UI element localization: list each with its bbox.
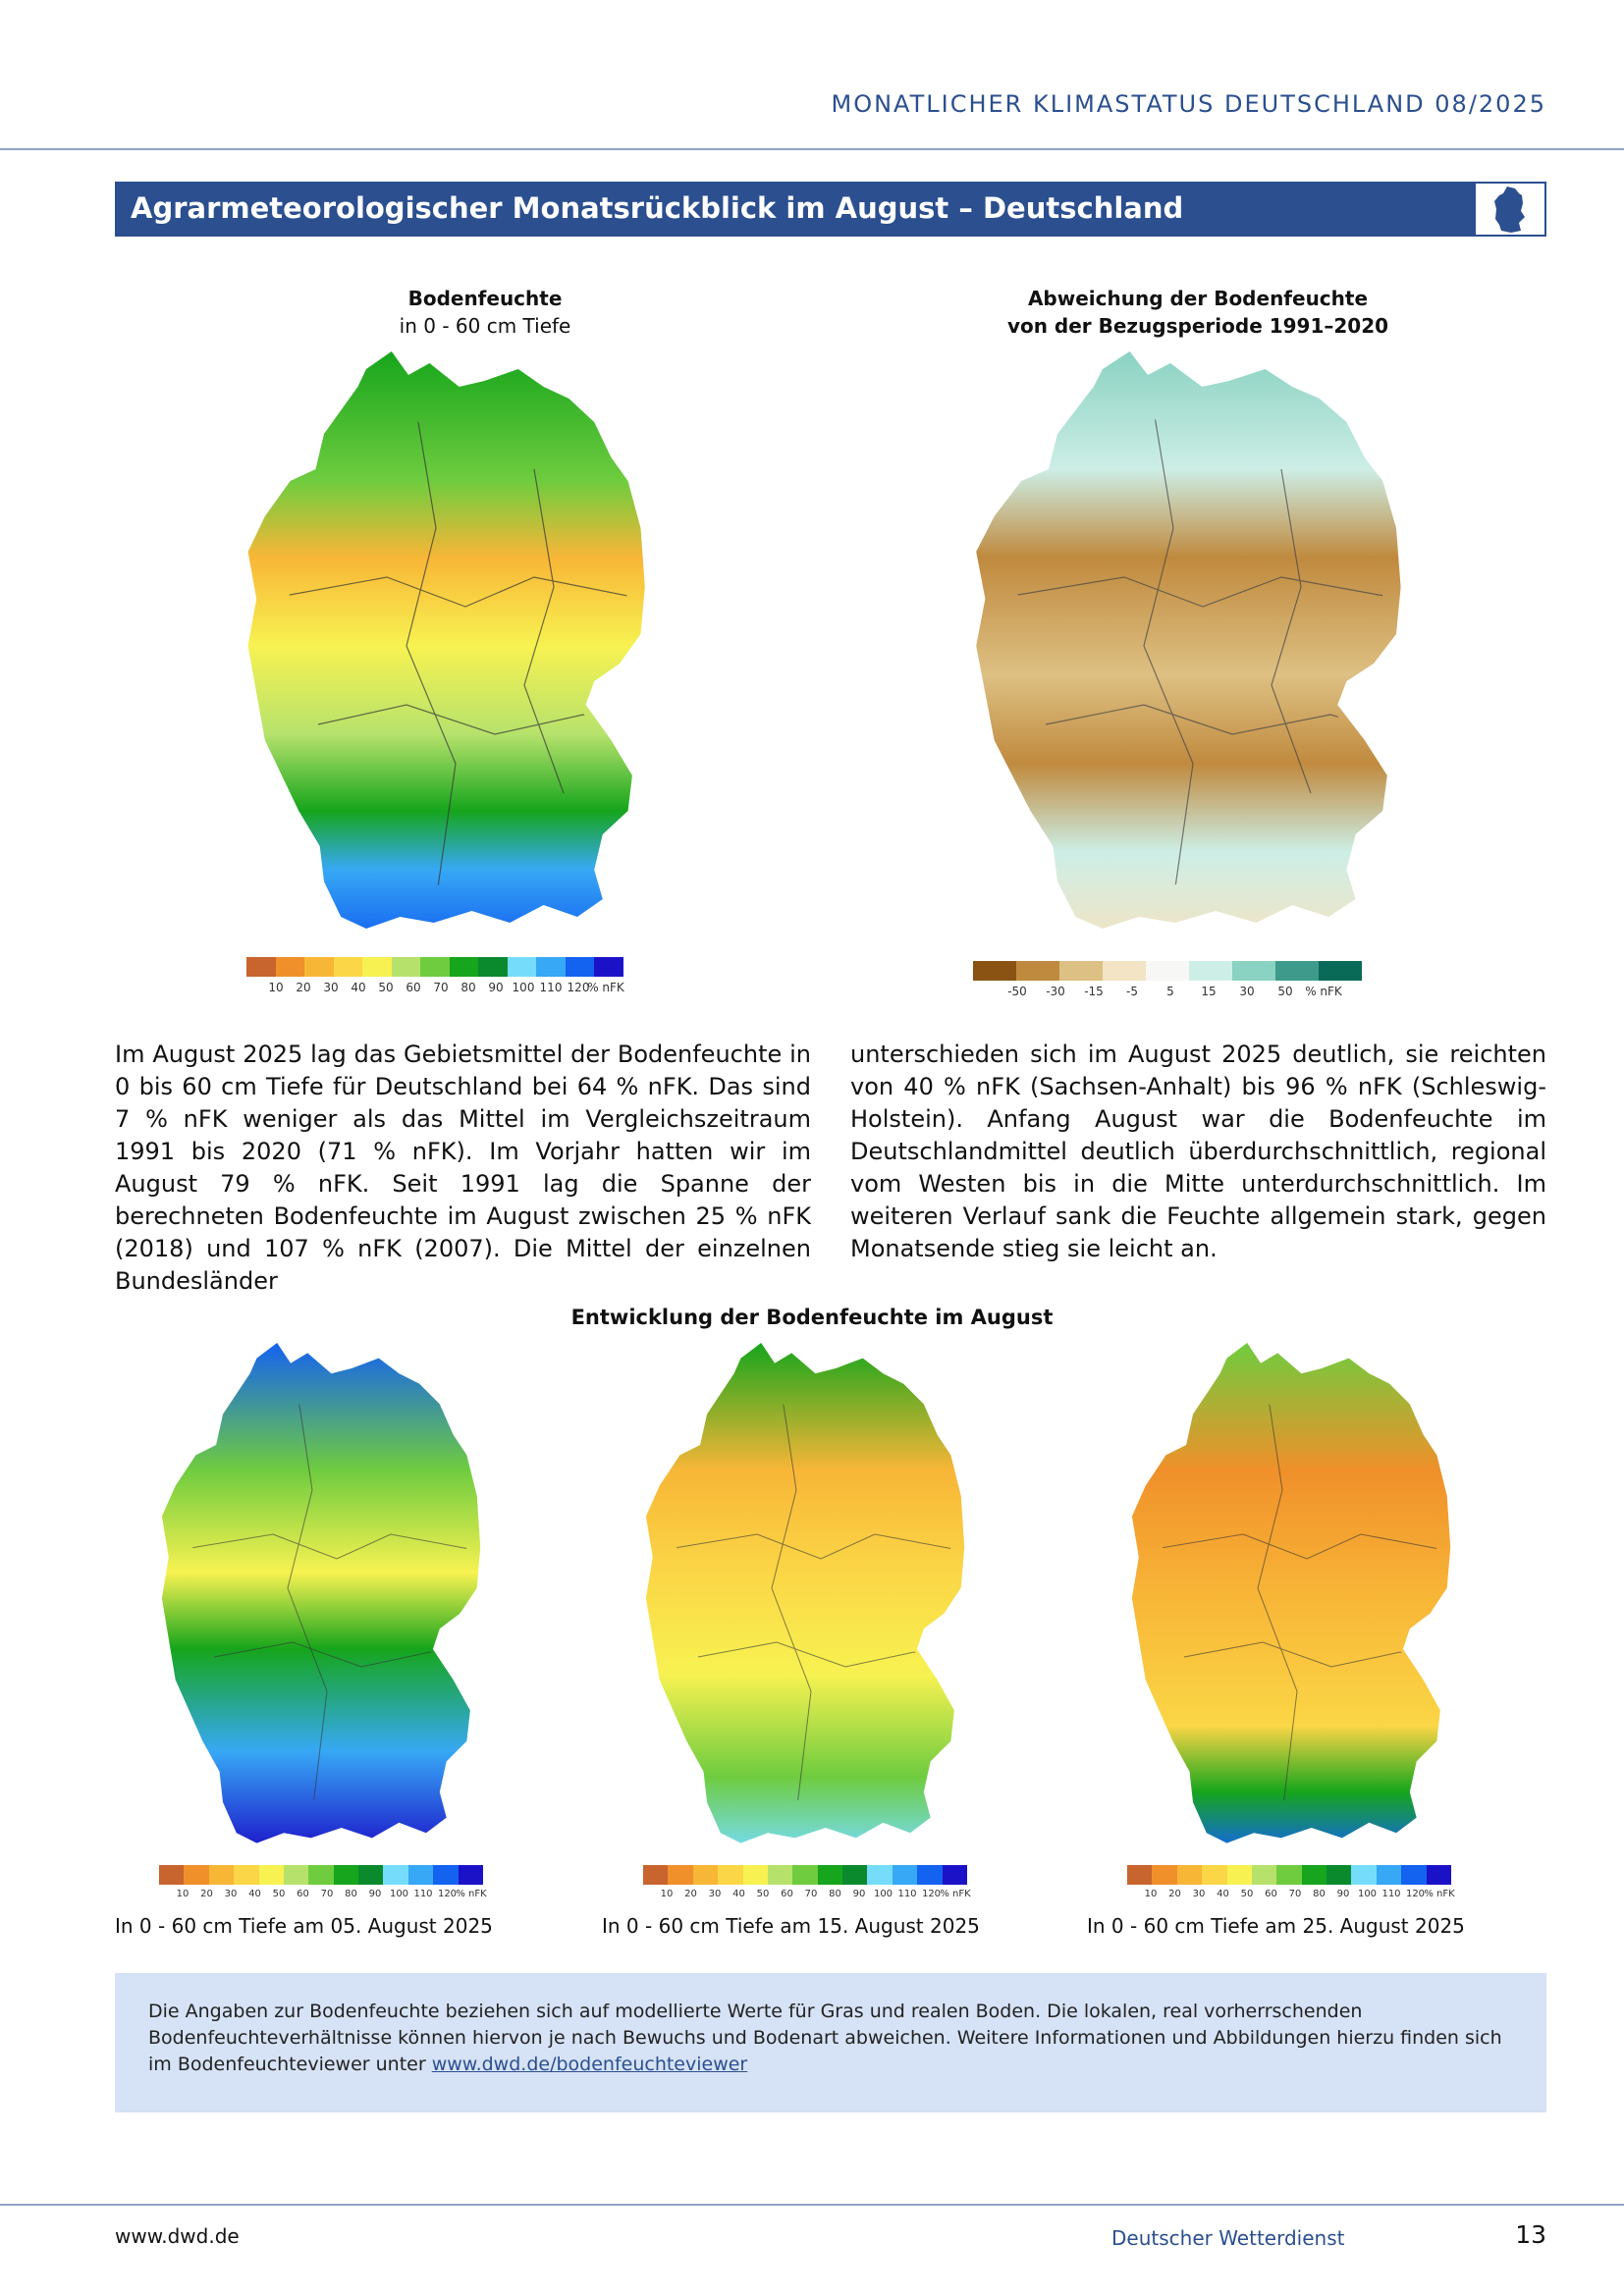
body-text-left: Im August 2025 lag das Gebietsmittel der Bodenfeuchte in 0 bis 60 cm Tiefe für Deutschland bei 64 % nFK. Das sind 7 % nFK weniger als das Mittel im Vergleichszeitraum 1991 bis 2020 (71 % nFK). Im Vorjahr hatten wir im August 79 % nFK. Seit 1991 lag die Spanne der berechneten Bodenfeuchte im August zwischen 25 % nFK (2018) und 107 % nFK (2007). Die Mittel der einzelnen Bundesländer (115, 1041, 811, 1295)
legend-nfk-aug05 (159, 1865, 487, 1904)
legend-swatch (433, 1865, 458, 1885)
legend-tick-label: -5 (1126, 985, 1138, 998)
document-header-title: MONATLICHER KLIMASTATUS DEUTSCHLAND 08/2025 (831, 90, 1546, 118)
legend-tick-label: 90 (368, 1889, 382, 1899)
legend-tick-label: 50 (272, 1889, 286, 1899)
legend-tick-label: 20 (200, 1889, 213, 1899)
legend-color-bar (159, 1865, 483, 1885)
legend-ticks (973, 981, 1362, 1000)
legend-tick-label: 20 (1168, 1889, 1181, 1899)
legend-swatch (259, 1865, 284, 1885)
legend-swatch (842, 1865, 867, 1885)
legend-swatch (643, 1865, 668, 1885)
legend-swatch (184, 1865, 208, 1885)
banner-title: Agrarmeteorologischer Monatsrückblick im August – Deutschland (131, 191, 1184, 225)
caption-aug25: In 0 - 60 cm Tiefe am 25. August 2025 (1087, 1914, 1465, 1938)
legend-swatch (1016, 961, 1059, 981)
legend-swatch (867, 1865, 892, 1885)
map-right-subtitle: von der Bezugsperiode 1991–2020 (1006, 314, 1389, 338)
legend-tick-label: 20 (296, 981, 311, 994)
legend-swatch (1326, 1865, 1351, 1885)
legend-tick-label: 120 (921, 1889, 942, 1899)
legend-tick-label: 70 (433, 981, 449, 994)
germany-map-icon (1474, 182, 1546, 237)
legend-swatch (1427, 1865, 1451, 1885)
legend-swatch (792, 1865, 817, 1885)
legend-tick-label: 110 (897, 1889, 917, 1899)
footer-website[interactable]: www.dwd.de (115, 2224, 240, 2248)
legend-tick-label: 70 (1288, 1889, 1302, 1899)
legend-tick-label: 110 (1381, 1889, 1401, 1899)
footer-organization: Deutscher Wetterdienst (1111, 2226, 1345, 2250)
soil-moisture-map-aug25 (1125, 1343, 1464, 1853)
legend-tick-label: 30 (1192, 1889, 1206, 1899)
legend-swatch (718, 1865, 742, 1885)
legend-tick-label: 90 (1336, 1889, 1350, 1899)
legend-swatch (450, 957, 479, 977)
footer-divider (0, 2204, 1624, 2206)
legend-tick-label: -50 (1007, 985, 1027, 998)
legend-color-bar (973, 961, 1362, 981)
legend-tick-label: 40 (732, 1889, 745, 1899)
legend-swatch (1152, 1865, 1176, 1885)
legend-swatch (246, 957, 276, 977)
legend-tick-label: 80 (345, 1889, 357, 1899)
map-right-title-block (962, 285, 1434, 340)
legend-tick-label: -15 (1084, 985, 1104, 998)
legend-tick-label: 80 (1313, 1889, 1326, 1899)
legend-swatch (566, 957, 595, 977)
legend-deviation (973, 961, 1362, 1000)
legend-swatch (284, 1865, 308, 1885)
legend-swatch (818, 1865, 842, 1885)
caption-aug05: In 0 - 60 cm Tiefe am 05. August 2025 (115, 1914, 493, 1938)
legend-tick-label: 80 (460, 981, 476, 994)
legend-tick-label: 40 (248, 1889, 261, 1899)
legend-tick-label: 40 (1217, 1889, 1229, 1899)
legend-tick-label: 50 (756, 1889, 770, 1899)
legend-tick-label: 100 (512, 981, 535, 994)
legend-swatch (1232, 961, 1275, 981)
legend-swatch (1177, 1865, 1202, 1885)
legend-swatch (973, 961, 1016, 981)
legend-swatch (743, 1865, 768, 1885)
map-left-title-block (300, 285, 670, 340)
legend-swatch (362, 957, 392, 977)
legend-tick-label: 60 (781, 1889, 793, 1899)
legend-swatch (893, 1865, 917, 1885)
soil-moisture-map-aug05 (155, 1343, 494, 1853)
legend-nfk-left (246, 957, 623, 996)
legend-tick-label: 60 (1265, 1889, 1277, 1899)
legend-tick-label: 30 (323, 981, 339, 994)
legend-swatch (1127, 1865, 1152, 1885)
legend-swatch (334, 957, 363, 977)
legend-tick-label: 10 (1144, 1889, 1158, 1899)
legend-swatch (209, 1865, 234, 1885)
legend-swatch (768, 1865, 792, 1885)
legend-tick-label: 100 (873, 1889, 893, 1899)
header-divider (0, 148, 1624, 150)
legend-swatch (1275, 961, 1319, 981)
legend-swatch (1227, 1865, 1252, 1885)
legend-tick-label: 80 (829, 1889, 841, 1899)
legend-tick-label: 60 (297, 1889, 309, 1899)
soil-moisture-map (240, 351, 662, 940)
legend-swatch (1103, 961, 1146, 981)
legend-swatch (594, 957, 623, 977)
legend-nfk-aug15 (643, 1865, 971, 1904)
legend-tick-label: % nFK (940, 1889, 971, 1899)
legend-swatch (1319, 961, 1362, 981)
legend-tick-label: -30 (1046, 985, 1065, 998)
map-left-title: Bodenfeuchte (407, 287, 563, 310)
legend-swatch (358, 1865, 383, 1885)
legend-swatch (408, 1865, 433, 1885)
legend-tick-label: 10 (176, 1889, 189, 1899)
legend-swatch (668, 1865, 692, 1885)
legend-swatch (1059, 961, 1103, 981)
legend-color-bar (643, 1865, 967, 1885)
legend-tick-label: 60 (406, 981, 421, 994)
legend-tick-label: 30 (708, 1889, 722, 1899)
legend-swatch (383, 1865, 407, 1885)
map-left-subtitle: in 0 - 60 cm Tiefe (399, 314, 571, 338)
legend-tick-label: 10 (268, 981, 284, 994)
legend-swatch (1377, 1865, 1401, 1885)
caption-aug15: In 0 - 60 cm Tiefe am 15. August 2025 (602, 1914, 980, 1938)
legend-tick-label: 120 (567, 981, 590, 994)
page-number: 13 (1515, 2220, 1546, 2249)
legend-tick-label: 10 (660, 1889, 674, 1899)
legend-tick-label: 70 (804, 1889, 818, 1899)
legend-swatch (917, 1865, 942, 1885)
legend-ticks (643, 1885, 971, 1904)
legend-swatch (276, 957, 305, 977)
legend-tick-label: 50 (1240, 1889, 1254, 1899)
legend-color-bar (246, 957, 623, 977)
legend-swatch (304, 957, 334, 977)
legend-swatch (459, 1865, 483, 1885)
legend-swatch (1252, 1865, 1276, 1885)
legend-tick-label: 100 (1357, 1889, 1378, 1899)
legend-swatch (308, 1865, 333, 1885)
map-right-title: Abweichung der Bodenfeuchte (1027, 287, 1369, 310)
body-text-right: unterschieden sich im August 2025 deutlich, sie reichten von 40 % nFK (Sachsen-Anhalt) bis 96 % nFK (Schleswig-Holstein). Anfang August war die Bodenfeuchte im Deutschlandmittel deutlich überdurchschnittlich, regional vom Westen bis in die Mitte unterdurchschnittlich. Im weiteren Verlauf sank die Feuchte allgemein stark, gegen Monatsende stieg sie leicht an. (850, 1041, 1546, 1262)
info-note-body: Die Angaben zur Bodenfeuchte beziehen sich auf modellierte Werte für Gras und realen Boden. Die lokalen, real vorherrschenden Bodenfeuchteverhältnisse können hiervon je nach Bewuchs und Bodenart abweichen. Weitere Informationen und Abbildungen hierzu finden sich im Bodenfeuchteviewer unter (148, 2001, 1502, 2075)
legend-swatch (159, 1865, 184, 1885)
legend-ticks (159, 1885, 487, 1904)
legend-tick-label: 15 (1201, 985, 1217, 998)
legend-swatch (392, 957, 421, 977)
legend-swatch (508, 957, 537, 977)
legend-ticks (246, 977, 623, 996)
legend-tick-label: 110 (539, 981, 563, 994)
bodenfeuchteviewer-link[interactable]: www.dwd.de/bodenfeuchteviewer (431, 2054, 748, 2075)
legend-swatch (1302, 1865, 1326, 1885)
legend-tick-label: 70 (320, 1889, 334, 1899)
legend-ticks (1127, 1885, 1455, 1904)
legend-tick-label: % nFK (456, 1889, 487, 1899)
legend-tick-label: 90 (488, 981, 504, 994)
section-banner (115, 182, 1546, 237)
legend-tick-label: 50 (378, 981, 394, 994)
soil-moisture-map-aug15 (639, 1343, 978, 1853)
legend-swatch (943, 1865, 967, 1885)
legend-swatch (536, 957, 566, 977)
legend-tick-label: 110 (413, 1889, 433, 1899)
info-note-text (148, 1999, 1517, 2078)
legend-swatch (1202, 1865, 1226, 1885)
legend-swatch (1189, 961, 1232, 981)
legend-tick-label: 5 (1166, 985, 1174, 998)
legend-swatch (693, 1865, 718, 1885)
info-note-box (115, 1973, 1546, 2112)
legend-swatch (478, 957, 508, 977)
legend-tick-label: 50 (1277, 985, 1293, 998)
legend-tick-label: 100 (389, 1889, 409, 1899)
legend-swatch (1146, 961, 1189, 981)
legend-nfk-aug25 (1127, 1865, 1455, 1904)
legend-tick-label: 40 (351, 981, 366, 994)
soil-moisture-deviation-map (967, 351, 1419, 940)
legend-tick-label: % nFK (587, 981, 624, 994)
legend-swatch (420, 957, 450, 977)
legend-swatch (1351, 1865, 1376, 1885)
legend-swatch (334, 1865, 358, 1885)
legend-tick-label: 90 (852, 1889, 866, 1899)
legend-tick-label: 30 (224, 1889, 238, 1899)
legend-swatch (1276, 1865, 1301, 1885)
legend-tick-label: 120 (437, 1889, 458, 1899)
legend-tick-label: 30 (1239, 985, 1255, 998)
legend-color-bar (1127, 1865, 1451, 1885)
legend-tick-label: % nFK (1305, 985, 1342, 998)
legend-swatch (234, 1865, 258, 1885)
legend-swatch (1401, 1865, 1426, 1885)
legend-tick-label: % nFK (1424, 1889, 1455, 1899)
legend-tick-label: 20 (684, 1889, 697, 1899)
section-title: Entwicklung der Bodenfeuchte im August (570, 1306, 1054, 1329)
legend-tick-label: 120 (1405, 1889, 1426, 1899)
